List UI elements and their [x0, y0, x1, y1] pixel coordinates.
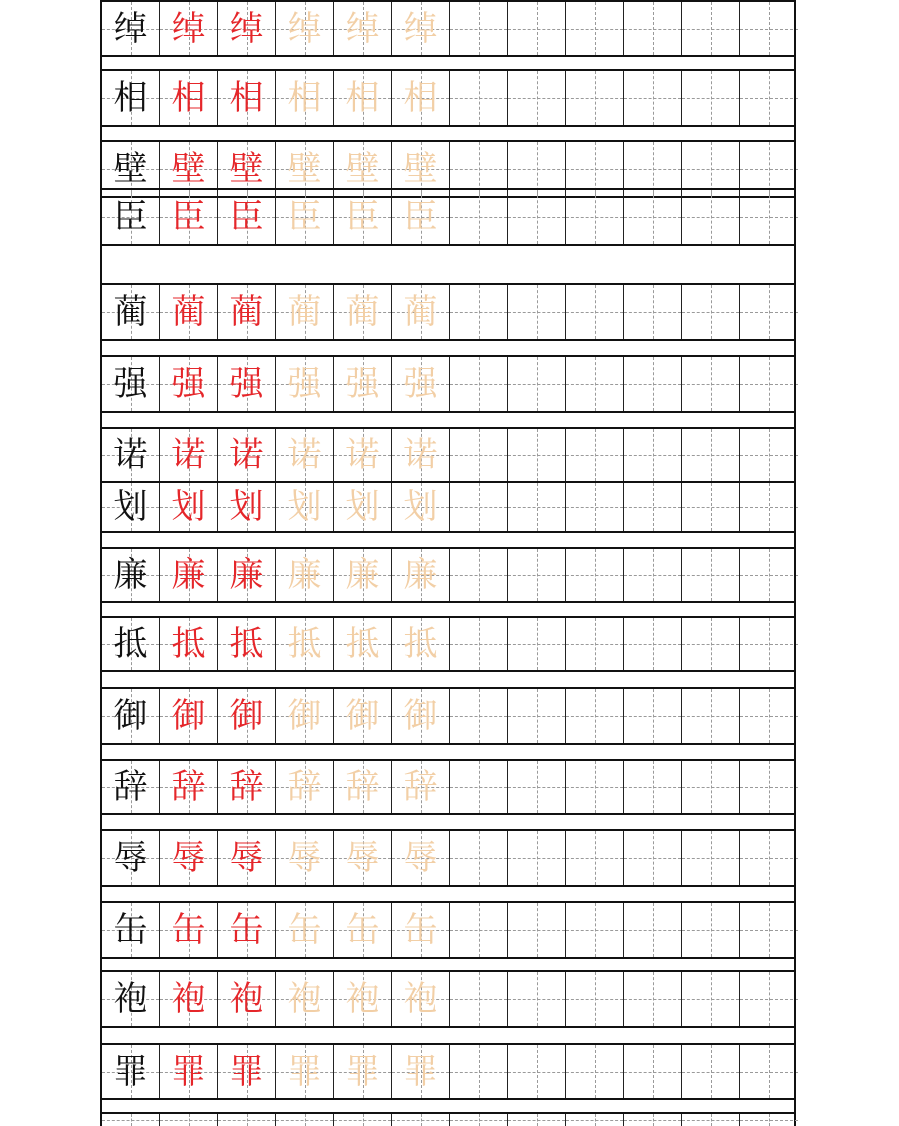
blank-practice-cell — [624, 1114, 682, 1126]
trace-character: 蔺 — [287, 292, 322, 332]
blank-practice-cell — [740, 1114, 798, 1126]
trace-character: 相 — [345, 78, 380, 118]
demo-character: 划 — [229, 487, 264, 527]
demo-character: 诺 — [229, 435, 264, 475]
trace-character: 御 — [345, 696, 380, 736]
trace-character: 辱 — [403, 838, 438, 878]
trace-character: 诺 — [345, 435, 380, 475]
demo-character: 辱 — [229, 838, 264, 878]
trace-character: 辞 — [345, 767, 380, 807]
trace-character: 壁 — [403, 149, 438, 189]
demo-character: 抵 — [229, 624, 264, 664]
character-cell — [334, 483, 392, 531]
demo-character: 御 — [171, 696, 206, 736]
demo-character: 相 — [171, 78, 206, 118]
model-character: 缶 — [113, 910, 148, 950]
demo-character: 廉 — [229, 555, 264, 595]
trace-character: 绰 — [287, 8, 322, 49]
demo-character: 臣 — [229, 197, 264, 237]
character-cell — [276, 483, 334, 531]
model-character: 相 — [113, 78, 148, 118]
blank-practice-cell — [450, 1114, 508, 1126]
trace-character: 御 — [403, 696, 438, 736]
model-character: 壁 — [113, 149, 148, 189]
trace-character: 壁 — [287, 149, 322, 189]
blank-practice-cell — [334, 1114, 392, 1126]
trace-character: 袍 — [403, 979, 438, 1019]
trace-character: 诺 — [287, 435, 322, 475]
trace-character: 划 — [403, 487, 438, 527]
trace-character: 辱 — [287, 838, 322, 878]
demo-character: 强 — [171, 364, 206, 404]
model-character: 划 — [113, 487, 148, 527]
demo-character: 抵 — [171, 624, 206, 664]
model-character: 诺 — [113, 435, 148, 475]
trace-character: 蔺 — [345, 292, 380, 332]
trace-character: 划 — [287, 487, 322, 527]
demo-character: 强 — [229, 364, 264, 404]
blank-practice-cell — [682, 1114, 740, 1126]
model-character: 臣 — [113, 197, 148, 237]
model-character: 绰 — [113, 8, 148, 49]
trace-character: 廉 — [403, 555, 438, 595]
trace-character: 辱 — [345, 838, 380, 878]
demo-character: 廉 — [171, 555, 206, 595]
trace-character: 强 — [345, 364, 380, 404]
trace-character: 抵 — [403, 624, 438, 664]
demo-character: 辞 — [229, 767, 264, 807]
trace-character: 袍 — [345, 979, 380, 1019]
trace-character: 相 — [287, 78, 322, 118]
model-character: 辞 — [113, 767, 148, 807]
trace-character: 划 — [345, 487, 380, 527]
character-cell — [160, 483, 218, 531]
model-character: 蔺 — [113, 292, 148, 332]
trace-character: 臣 — [345, 197, 380, 237]
demo-character: 绰 — [229, 8, 264, 49]
blank-practice-cell — [160, 1114, 218, 1126]
blank-practice-cell — [276, 1114, 334, 1126]
blank-practice-cell — [508, 1114, 566, 1126]
demo-character: 袍 — [229, 979, 264, 1019]
trace-character: 诺 — [403, 435, 438, 475]
demo-character: 壁 — [229, 149, 264, 189]
blank-practice-cell — [566, 1114, 624, 1126]
demo-character: 辞 — [171, 767, 206, 807]
character-cell — [392, 483, 450, 531]
trace-character: 缶 — [345, 910, 380, 950]
trace-character: 廉 — [345, 555, 380, 595]
trace-character: 强 — [403, 364, 438, 404]
model-character: 袍 — [113, 979, 148, 1019]
demo-character: 缶 — [171, 910, 206, 950]
model-character: 强 — [113, 364, 148, 404]
demo-character: 臣 — [171, 197, 206, 237]
trace-character: 廉 — [287, 555, 322, 595]
trace-character: 御 — [287, 696, 322, 736]
demo-character: 袍 — [171, 979, 206, 1019]
trace-character: 绰 — [345, 8, 380, 49]
model-character: 御 — [113, 696, 148, 736]
model-character: 廉 — [113, 555, 148, 595]
blank-practice-cell — [392, 1114, 450, 1126]
demo-character: 相 — [229, 78, 264, 118]
demo-character: 划 — [171, 487, 206, 527]
trace-character: 壁 — [345, 149, 380, 189]
demo-character: 缶 — [229, 910, 264, 950]
blank-practice-cell — [218, 1114, 276, 1126]
trace-character: 缶 — [403, 910, 438, 950]
trace-character: 罪 — [287, 1051, 322, 1092]
trace-character: 抵 — [345, 624, 380, 664]
model-character: 抵 — [113, 624, 148, 664]
demo-character: 御 — [229, 696, 264, 736]
practice-sheet — [100, 0, 798, 1122]
demo-character: 绰 — [171, 8, 206, 49]
demo-character: 壁 — [171, 149, 206, 189]
demo-character: 蔺 — [171, 292, 206, 332]
demo-character: 诺 — [171, 435, 206, 475]
trace-character: 臣 — [403, 197, 438, 237]
demo-character: 辱 — [171, 838, 206, 878]
trace-character: 辞 — [287, 767, 322, 807]
trace-character: 蔺 — [403, 292, 438, 332]
trace-character: 罪 — [403, 1051, 438, 1092]
demo-character: 蔺 — [229, 292, 264, 332]
partial-row — [100, 1112, 796, 1126]
trace-character: 罪 — [345, 1051, 380, 1092]
trace-character: 相 — [403, 78, 438, 118]
trace-character: 强 — [287, 364, 322, 404]
model-character: 罪 — [113, 1051, 148, 1092]
trace-character: 袍 — [287, 979, 322, 1019]
character-cell — [218, 483, 276, 531]
model-character: 辱 — [113, 838, 148, 878]
demo-character: 罪 — [171, 1051, 206, 1092]
blank-practice-cell — [102, 1114, 160, 1126]
character-cell — [102, 483, 160, 531]
demo-character: 罪 — [229, 1051, 264, 1092]
trace-character: 辞 — [403, 767, 438, 807]
trace-character: 缶 — [287, 910, 322, 950]
trace-character: 抵 — [287, 624, 322, 664]
trace-character: 臣 — [287, 197, 322, 237]
trace-character: 绰 — [403, 8, 438, 49]
